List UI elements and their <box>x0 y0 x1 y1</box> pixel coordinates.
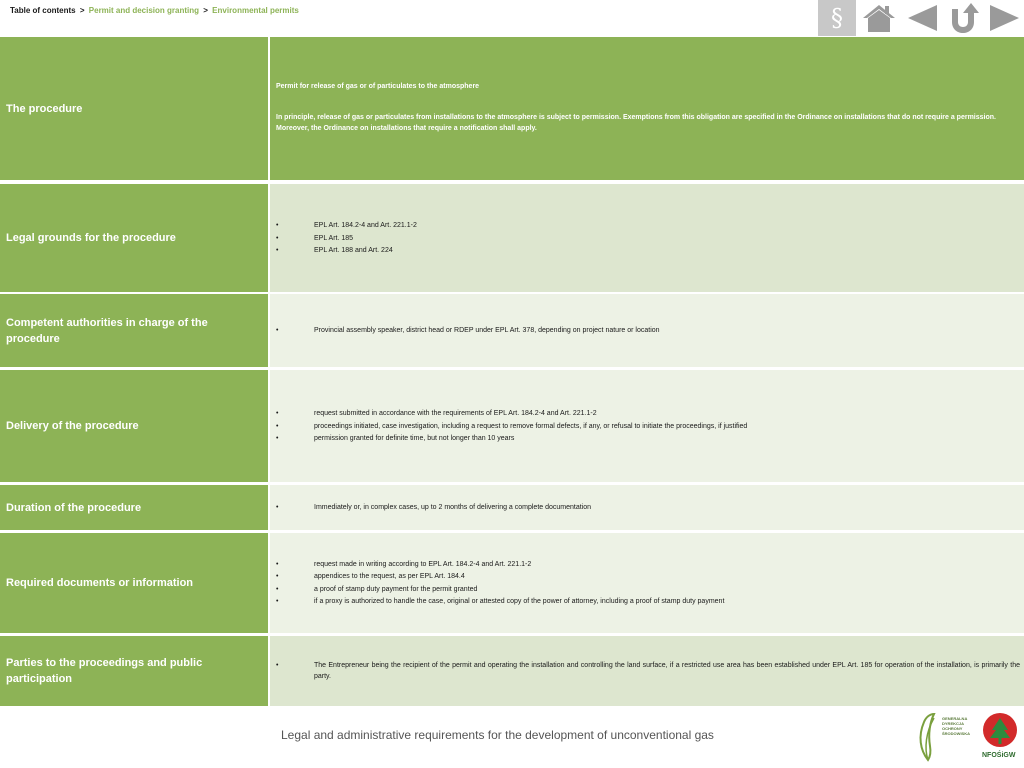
paragraph-button[interactable] <box>818 0 856 36</box>
return-icon <box>946 2 980 34</box>
row-label-parties: Parties to the proceedings and public participation <box>0 636 268 706</box>
authorities-list <box>270 323 1020 339</box>
row-legal-grounds <box>0 184 1024 292</box>
row-label-documents: Required documents or information <box>0 533 268 633</box>
row-label-delivery: Delivery of the procedure <box>0 370 268 482</box>
delivery-list <box>270 406 1020 447</box>
forward-arrow-icon <box>988 3 1022 33</box>
documents-list <box>270 556 1020 610</box>
row-documents <box>0 533 1024 633</box>
back-arrow-icon <box>905 3 939 33</box>
list-item: • permission granted for definite time, but not longer than 10 years <box>270 434 1020 443</box>
breadcrumb-permit-and-decision-granting[interactable]: Permit and decision granting <box>88 6 200 15</box>
footer-title: Legal and administrative requirements for the development of unconventional gas <box>281 728 714 742</box>
nfosigw-logo-text: NFOŚiGW <box>982 752 1016 759</box>
nfosigw-emblem-icon <box>980 712 1020 752</box>
breadcrumb-environmental-permits[interactable]: Environmental permits <box>212 6 299 15</box>
procedure-text: In principle, release of gas or particulates from installations to the atmosphere is subject to permission. Exemptions from this obligation are specified in the Ordinance on installations that do not require a permission. Moreover, the Ordinance on installations that require a notification shall apply. <box>276 113 996 132</box>
list-item: • if a proxy is authorized to handle the case, original or attested copy of the power of attorney, including a proof of stamp duty payment <box>270 597 1020 606</box>
leaf-logo-icon <box>916 712 940 762</box>
breadcrumb-table-of-contents[interactable]: Table of contents <box>10 6 76 15</box>
row-procedure <box>0 37 1024 180</box>
row-parties <box>0 636 1024 706</box>
paragraph-icon: § <box>831 4 843 32</box>
breadcrumb <box>10 6 299 15</box>
duration-content <box>270 485 1024 530</box>
gdos-logo <box>916 712 976 762</box>
home-button[interactable] <box>860 0 898 36</box>
breadcrumb-separator: > <box>203 6 208 15</box>
gdos-logo-text: GENERALNA DYREKCJA OCHRONY ŚRODOWISKA <box>942 716 970 736</box>
row-delivery <box>0 370 1024 482</box>
list-item: • Provincial assembly speaker, district head or RDEP under EPL Art. 378, depending on project nature or location <box>270 326 1020 335</box>
authorities-content <box>270 294 1024 367</box>
top-bar <box>0 0 1024 36</box>
nfosigw-logo <box>980 712 1020 764</box>
list-item: • a proof of stamp duty payment for the permit granted <box>270 585 1020 594</box>
back-button[interactable] <box>903 0 941 36</box>
row-label-authorities: Competent authorities in charge of the procedure <box>0 294 268 367</box>
list-item: • request made in writing according to EPL Art. 184.2-4 and Art. 221.1-2 <box>270 560 1020 569</box>
delivery-content <box>270 370 1024 482</box>
list-item: • Immediately or, in complex cases, up to 2 months of delivering a complete documentation <box>270 503 1020 512</box>
parties-content <box>270 636 1024 706</box>
row-label-procedure: The procedure <box>0 37 268 180</box>
procedure-content <box>270 37 1024 180</box>
procedure-title: Permit for release of gas or of particulates to the atmosphere <box>276 82 480 90</box>
list-item: • EPL Art. 184.2-4 and Art. 221.1-2 <box>270 221 1020 230</box>
duration-list <box>270 500 1020 516</box>
documents-content <box>270 533 1024 633</box>
breadcrumb-separator: > <box>79 6 85 15</box>
list-item: • EPL Art. 185 <box>270 234 1020 243</box>
list-item: • appendices to the request, as per EPL Art. 184.4 <box>270 572 1020 581</box>
row-authorities <box>0 294 1024 367</box>
legal-grounds-list <box>270 218 1020 259</box>
forward-button[interactable] <box>986 0 1024 36</box>
list-item: • The Entrepreneur being the recipient of the permit and operating the installation and controlling the land surface, if a restricted use area has been established under EPL Art. 185 for operation of the installation, is primarily the party. <box>270 660 1020 683</box>
row-label-legal-grounds: Legal grounds for the procedure <box>0 184 268 292</box>
list-item: • request submitted in accordance with the requirements of EPL Art. 184.2-4 and Art. 221.1-2 <box>270 409 1020 418</box>
legal-grounds-content <box>270 184 1024 292</box>
return-button[interactable] <box>944 0 982 36</box>
row-label-duration: Duration of the procedure <box>0 485 268 530</box>
list-item: • proceedings initiated, case investigation, including a request to remove formal defects, if any, or refusal to initiate the proceedings, if justified <box>270 422 1020 431</box>
row-duration <box>0 485 1024 530</box>
home-icon <box>862 2 896 34</box>
list-item: • EPL Art. 188 and Art. 224 <box>270 246 1020 255</box>
parties-list <box>270 656 1020 686</box>
